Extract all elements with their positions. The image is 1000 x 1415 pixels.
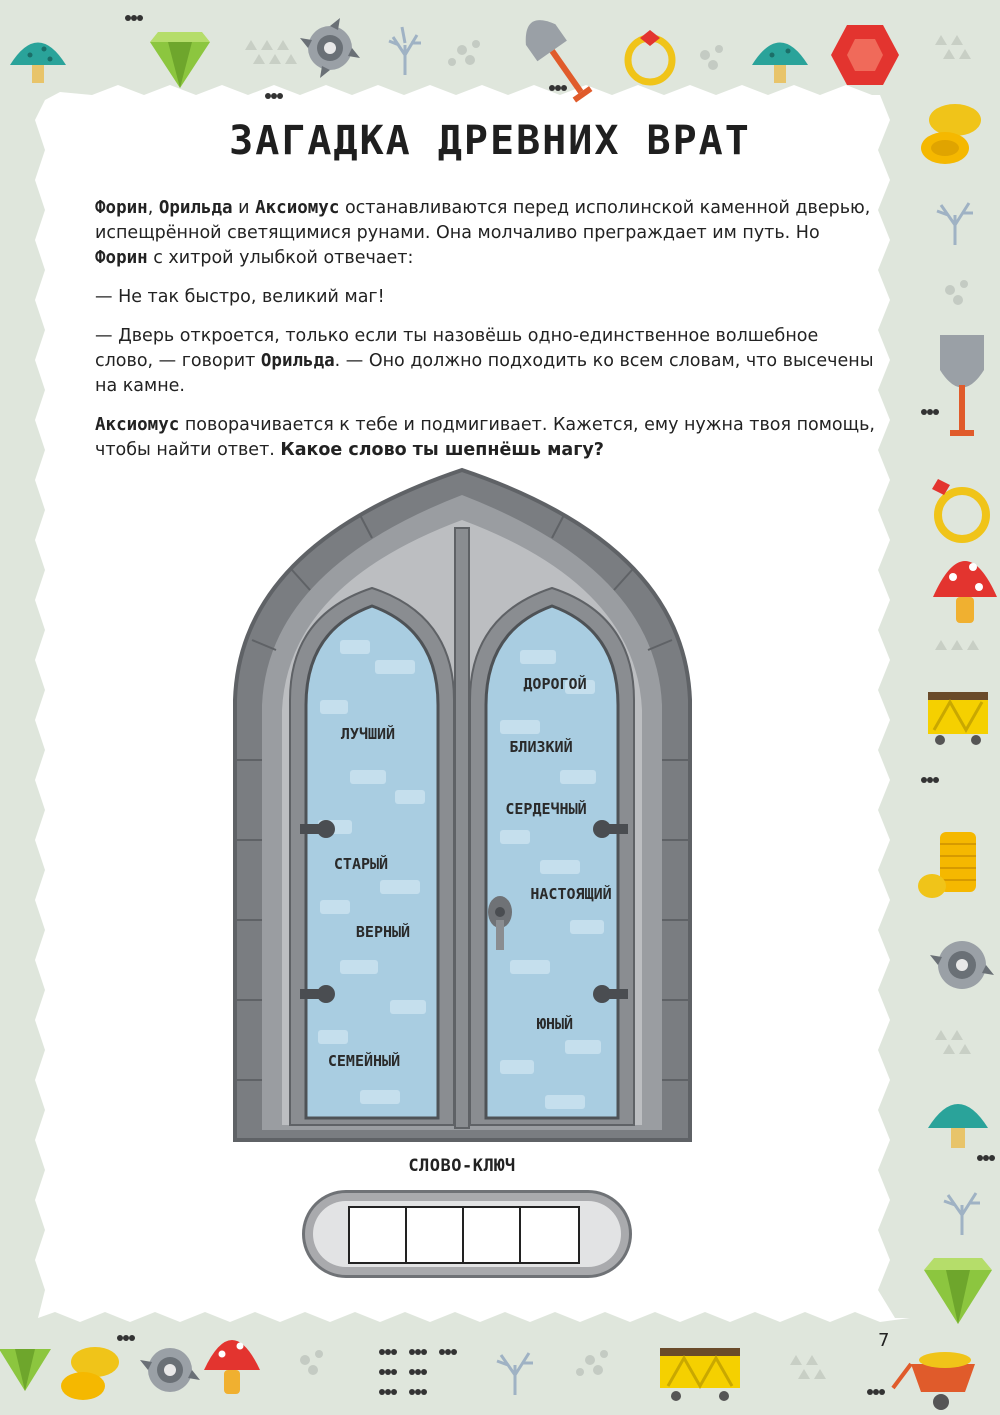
gate-word: ЮНЫЙ: [536, 1015, 574, 1033]
answer-cell[interactable]: [464, 1208, 521, 1262]
gate-word: ДОРОГОЙ: [523, 675, 587, 693]
answer-cell[interactable]: [521, 1208, 578, 1262]
character-name: Аксиомус: [255, 198, 340, 218]
gate-word: БЛИЗКИЙ: [509, 738, 573, 756]
character-name: Форин: [95, 198, 148, 218]
gate-word: СТАРЫЙ: [333, 855, 389, 873]
text-fragment: . — Оно должно подходить ко всем словам, что высечены на камне.: [95, 351, 874, 396]
page-number: 7: [878, 1330, 890, 1351]
gate-word: НАСТОЯЩИЙ: [530, 885, 612, 903]
text-fragment: — Дверь откроется, только если ты назовёшь одно-единственное волшебное слово, — говорит: [95, 326, 819, 371]
text-fragment: останавливаются перед исполинской каменной дверью, испещрённой светящимися рунами. Она молчаливо преграждает им путь. Но: [95, 198, 871, 243]
text-fragment: ,: [147, 198, 159, 218]
character-name: Орильда: [158, 198, 233, 218]
key-word-label: СЛОВО-КЛЮЧ: [408, 1156, 516, 1176]
character-name: Аксиомус: [95, 415, 180, 435]
question: Какое слово ты шепнёшь магу?: [280, 440, 604, 460]
answer-cell[interactable]: [350, 1208, 407, 1262]
paragraph-2: — Не так быстро, великий маг!: [95, 287, 385, 307]
text-fragment: с хитрой улыбкой отвечает:: [147, 248, 414, 268]
page-title: ЗАГАДКА ДРЕВНИХ ВРАТ: [229, 118, 751, 164]
gate-word: ВЕРНЫЙ: [355, 923, 411, 941]
text-fragment: поворачивается к тебе и подмигивает. Кажется, ему нужна твоя помощь, чтобы найти ответ.: [95, 415, 875, 460]
gate-word: СЕРДЕЧНЫЙ: [505, 800, 587, 818]
gate-word: СЕМЕЙНЫЙ: [327, 1052, 401, 1070]
character-name: Форин: [95, 248, 148, 268]
gate-mullion: [455, 528, 469, 1128]
text-fragment: и: [232, 198, 256, 218]
character-name: Орильда: [260, 351, 335, 371]
gate-word: ЛУЧШИЙ: [340, 725, 396, 743]
answer-cell[interactable]: [407, 1208, 464, 1262]
answer-cells: [348, 1206, 580, 1264]
